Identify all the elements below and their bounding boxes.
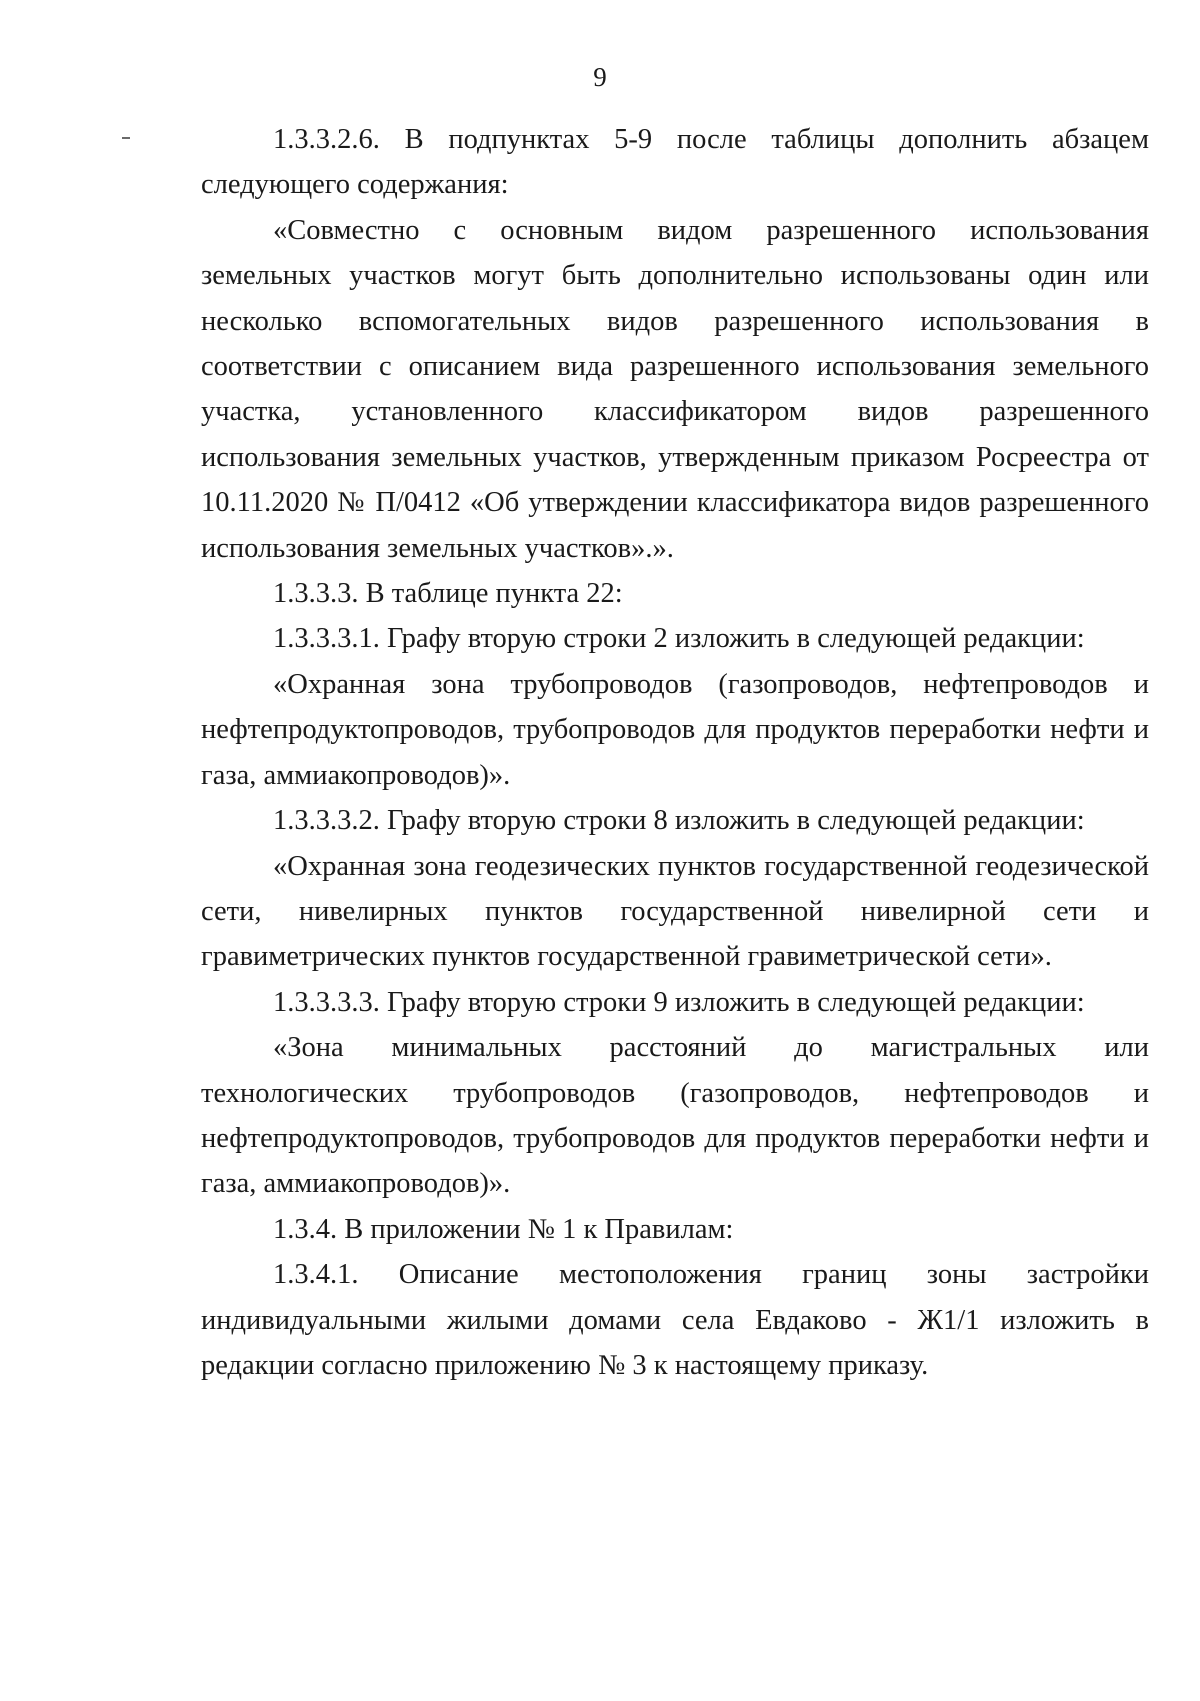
paragraph-1-3-3-3-3: 1.3.3.3.3. Графу вторую строки 9 изложить в следующей редакции:: [273, 986, 1085, 1018]
paragraph-quote-permitted-use: «Совместно с основным видом разрешенного использования земельных участков могут быть дополнительно использованы один или несколько вспомогательных видов разрешенного использования в соответствии с описанием вида разрешенного использования земельного участка, установленного классификатором видов разрешенного использования земельных участков, утвержденным приказом Росреестра от 10.11.2020 № П/0412 «Об утверждении классификатора видов разрешенного использования земельных участков».».: [201, 214, 1149, 564]
paragraph-1-3-3-3-2: 1.3.3.3.2. Графу вторую строки 8 изложить в следующей редакции:: [273, 805, 1085, 837]
paragraph-1-3-3-3: 1.3.3.3. В таблице пункта 22:: [273, 578, 623, 610]
margin-mark: [122, 137, 130, 139]
paragraph-1-3-4-1: 1.3.4.1. Описание местоположения границ зоны застройки индивидуальными жилыми домами села Евдаково - Ж1/1 изложить в редакции согласно приложению № 3 к настоящему приказу.: [201, 1259, 1149, 1381]
page-number: 9: [593, 62, 607, 92]
paragraph-quote-geodetic-zone: «Охранная зона геодезических пунктов государственной геодезической сети, нивелирных пунктов государственной нивелирной сети и гравиметрических пунктов государственной гравиметрической сети».: [201, 850, 1149, 973]
paragraph-quote-pipeline-zone: «Охранная зона трубопроводов (газопроводов, нефтепроводов и нефтепродуктопроводов, трубопроводов для продуктов переработки нефти и газа, аммиакопроводов)».: [201, 668, 1149, 791]
paragraph-1-3-3-3-1: 1.3.3.3.1. Графу вторую строки 2 изложить в следующей редакции:: [273, 623, 1085, 655]
document-body: [201, 117, 1149, 1388]
paragraph-1-3-4: 1.3.4. В приложении № 1 к Правилам:: [273, 1213, 734, 1245]
paragraph-1-3-3-2-6: 1.3.3.2.6. В подпунктах 5-9 после таблицы дополнить абзацем следующего содержания:: [201, 124, 1149, 201]
paragraph-quote-min-distance-zone: «Зона минимальных расстояний до магистральных или технологических трубопроводов (газопроводов, нефтепроводов и нефтепродуктопроводов, трубопроводов для продуктов переработки нефти и газа, аммиакопроводов)».: [201, 1032, 1149, 1200]
